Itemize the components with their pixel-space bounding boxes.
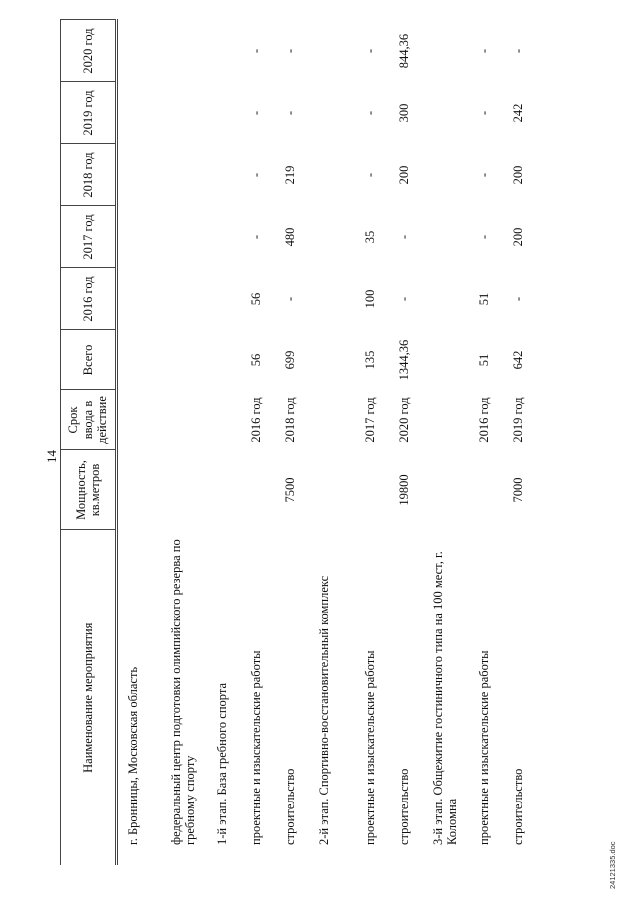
cell-total: [423, 330, 469, 390]
cell-2019: 300: [396, 103, 411, 123]
cell-2019: -: [476, 110, 491, 116]
cell-2016: -: [510, 296, 525, 302]
cell-2017: 480: [282, 227, 297, 247]
cell-capacity: 7000: [510, 477, 525, 503]
cell-capacity: [241, 450, 275, 530]
header-deadline: Срок ввода в действие: [61, 390, 117, 450]
cell-2018: 200: [396, 165, 411, 185]
cell-deadline: 2018 год: [282, 397, 297, 443]
cell-2016: [309, 268, 355, 330]
cell-2016: -: [282, 296, 297, 302]
cell-name: проектные и изыскательские работы: [248, 650, 263, 845]
table-row: [309, 20, 355, 865]
cell-capacity: [423, 450, 469, 530]
cell-capacity: 19800: [396, 474, 411, 506]
cell-2020: -: [248, 48, 263, 54]
header-2020: 2020 год: [61, 20, 117, 82]
cell-2019: [423, 82, 469, 144]
cell-deadline: 2016 год: [476, 397, 491, 443]
cell-capacity: [117, 450, 161, 530]
cell-2016: [117, 268, 161, 330]
cell-total: 51: [476, 353, 491, 367]
cell-2017: 35: [362, 230, 377, 244]
cell-capacity: [161, 450, 207, 530]
cell-2016: [161, 268, 207, 330]
cell-name: 1-й этап. База гребного спорта: [214, 682, 229, 845]
cell-2020: [117, 20, 161, 82]
cell-total: 1344,36: [396, 339, 411, 381]
cell-total: 135: [362, 350, 377, 370]
cell-total: 642: [510, 350, 525, 370]
table-header-row: [61, 20, 117, 865]
cell-capacity: [469, 450, 503, 530]
cell-2018: -: [362, 172, 377, 178]
cell-2017: [117, 206, 161, 268]
cell-2016: [207, 268, 241, 330]
header-2016: 2016 год: [61, 268, 117, 330]
cell-name: проектные и изыскательские работы: [362, 650, 377, 845]
table-row: [207, 20, 241, 865]
cell-name: 3-й этап. Общежитие гостиничного типа на 100 мест, г. Коломна: [430, 551, 459, 845]
cell-capacity: [355, 450, 389, 530]
cell-deadline: [309, 390, 355, 450]
table-row: [423, 20, 469, 865]
cell-2020: 844,36: [396, 33, 411, 69]
table-row: [355, 20, 389, 865]
cell-2016: 56: [248, 292, 263, 306]
cell-2019: [161, 82, 207, 144]
cell-2019: -: [282, 110, 297, 116]
cell-2018: 219: [282, 165, 297, 185]
cell-2016: -: [396, 296, 411, 302]
cell-name: строительство: [510, 768, 525, 845]
header-total: Всего: [61, 330, 117, 390]
cell-2020: [161, 20, 207, 82]
document-filename: 24121335.doc: [608, 841, 617, 889]
cell-name: проектные и изыскательские работы: [476, 650, 491, 845]
cell-2017: -: [248, 234, 263, 240]
cell-2018: [207, 144, 241, 206]
cell-deadline: 2016 год: [248, 397, 263, 443]
cell-2019: [309, 82, 355, 144]
cell-2018: -: [248, 172, 263, 178]
cell-2019: -: [248, 110, 263, 116]
cell-deadline: [161, 390, 207, 450]
cell-total: [309, 330, 355, 390]
cell-2019: [117, 82, 161, 144]
cell-2019: -: [362, 110, 377, 116]
cell-2020: -: [282, 48, 297, 54]
cell-2018: [423, 144, 469, 206]
cell-2017: [161, 206, 207, 268]
cell-2019: 242: [510, 103, 525, 123]
cell-name: строительство: [396, 768, 411, 845]
cell-capacity: [207, 450, 241, 530]
cell-2016: [423, 268, 469, 330]
cell-capacity: [309, 450, 355, 530]
cell-deadline: [207, 390, 241, 450]
cell-name: г. Бронницы, Московская область: [126, 666, 140, 845]
cell-2016: 100: [362, 289, 377, 309]
cell-2017: [309, 206, 355, 268]
cell-2018: [309, 144, 355, 206]
cell-2017: [423, 206, 469, 268]
cell-2016: 51: [476, 292, 491, 306]
table-row: [117, 20, 161, 865]
cell-2018: [161, 144, 207, 206]
cell-2017: 200: [510, 227, 525, 247]
table-row: [275, 20, 309, 865]
cell-2018: [117, 144, 161, 206]
cell-total: [117, 330, 161, 390]
cell-2017: [207, 206, 241, 268]
cell-2018: -: [476, 172, 491, 178]
cell-total: 699: [282, 350, 297, 370]
cell-deadline: [423, 390, 469, 450]
header-2017: 2017 год: [61, 206, 117, 268]
cell-2017: -: [476, 234, 491, 240]
cell-deadline: 2017 год: [362, 397, 377, 443]
table-row: [469, 20, 503, 865]
measures-table: [60, 20, 537, 866]
header-capacity: Мощность, кв.метров: [61, 450, 117, 530]
cell-name: федеральный центр подготовки олимпийского резерва по гребному спорту: [168, 539, 197, 845]
page-number: 14: [44, 450, 59, 463]
cell-2019: [207, 82, 241, 144]
table-row: [241, 20, 275, 865]
cell-total: [207, 330, 241, 390]
cell-2020: -: [476, 48, 491, 54]
cell-total: [161, 330, 207, 390]
cell-deadline: 2019 год: [510, 397, 525, 443]
cell-capacity: 7500: [282, 477, 297, 503]
header-name: Наименование мероприятия: [61, 530, 117, 865]
cell-2020: -: [362, 48, 377, 54]
cell-2018: 200: [510, 165, 525, 185]
cell-name: 2-й этап. Спортивно-восстановительный комплекс: [316, 575, 331, 845]
header-2019: 2019 год: [61, 82, 117, 144]
table-row: [161, 20, 207, 865]
cell-total: 56: [248, 353, 263, 367]
cell-deadline: [117, 390, 161, 450]
table-row: [503, 20, 537, 865]
cell-2020: [309, 20, 355, 82]
cell-2020: [207, 20, 241, 82]
cell-2020: [423, 20, 469, 82]
cell-deadline: 2020 год: [396, 397, 411, 443]
cell-2017: -: [396, 234, 411, 240]
cell-name: строительство: [282, 768, 297, 845]
table-row: [389, 20, 423, 865]
header-2018: 2018 год: [61, 144, 117, 206]
cell-2020: -: [510, 48, 525, 54]
